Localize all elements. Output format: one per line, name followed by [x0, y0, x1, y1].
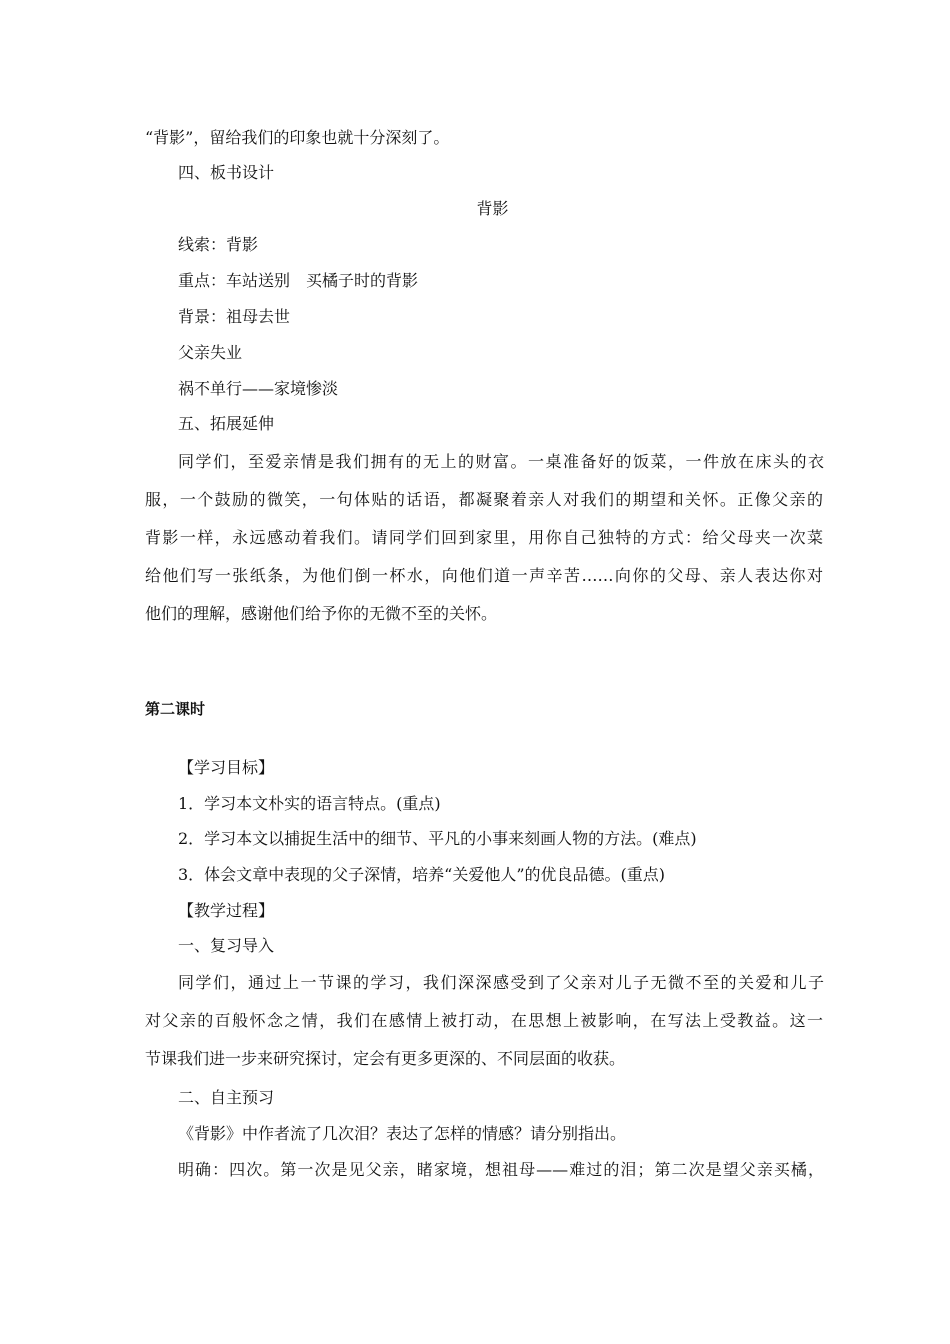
- section-heading-review: 一、复习导入: [178, 936, 275, 955]
- preview-answer: 明确：四次。第一次是见父亲，睹家境，想祖母——难过的泪；第二次是望父亲买橘，: [178, 1160, 824, 1179]
- goal-item: 1．学习本文朴实的语言特点。(重点): [178, 794, 441, 813]
- goal-item: 2．学习本文以捕捉生活中的细节、平凡的小事来刻画人物的方法。(难点): [178, 829, 697, 848]
- paragraph-line: 给他们写一张纸条，为他们倒一杯水，向他们道一声辛苦……向你的父母、亲人表达你对: [145, 566, 823, 585]
- paragraph-line: 同学们，至爱亲情是我们拥有的无上的财富。一桌准备好的饭菜，一件放在床头的衣: [178, 452, 824, 471]
- paragraph-line: 同学们，通过上一节课的学习，我们深深感受到了父亲对儿子无微不至的关爱和儿子: [178, 973, 824, 992]
- paragraph-line: 节课我们进一步来研究探讨，定会有更多更深的、不同层面的收获。: [145, 1049, 626, 1068]
- board-clue: 线索：背影: [178, 235, 259, 254]
- paragraph-continuation: “背影”，留给我们的印象也就十分深刻了。: [145, 128, 450, 147]
- preview-question: 《背影》中作者流了几次泪？表达了怎样的情感？请分别指出。: [178, 1124, 627, 1143]
- lesson-title: 第二课时: [145, 700, 206, 718]
- paragraph-line: 他们的理解，感谢他们给予你的无微不至的关怀。: [145, 604, 498, 623]
- goal-item: 3．体会文章中表现的父子深情，培养“关爱他人”的优良品德。(重点): [178, 865, 666, 884]
- paragraph-line: 对父亲的百般怀念之情，我们在感情上被打动，在思想上被影响，在写法上受教益。这一: [145, 1011, 823, 1030]
- goals-heading: 【学习目标】: [178, 758, 275, 777]
- section-heading-board-design: 四、板书设计: [178, 163, 275, 182]
- section-heading-preview: 二、自主预习: [178, 1088, 275, 1107]
- section-heading-extension: 五、拓展延伸: [178, 414, 275, 433]
- board-background: 背景：祖母去世: [178, 307, 291, 326]
- process-heading: 【教学过程】: [178, 901, 275, 920]
- board-misfortune: 祸不单行——家境惨淡: [178, 379, 339, 398]
- board-title: 背影: [476, 199, 509, 218]
- paragraph-line: 服，一个鼓励的微笑，一句体贴的话语，都凝聚着亲人对我们的期望和关怀。正像父亲的: [145, 490, 823, 509]
- board-focus: 重点：车站送别 买橘子时的背影: [178, 271, 419, 290]
- board-father-unemployed: 父亲失业: [178, 343, 243, 362]
- paragraph-line: 背影一样，永远感动着我们。请同学们回到家里，用你自己独特的方式：给父母夹一次菜: [145, 528, 823, 547]
